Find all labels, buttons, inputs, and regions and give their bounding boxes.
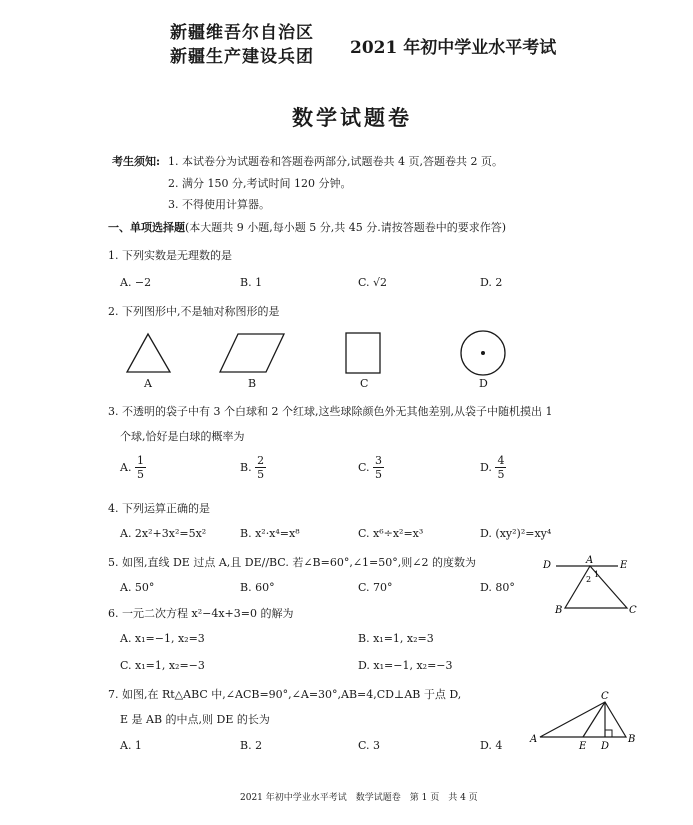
q2-label-a: A — [144, 377, 152, 390]
q2-stem: 2. 下列图形中,不是轴对称图形的是 — [108, 305, 280, 318]
q7-option-b: B. 2 — [240, 739, 263, 752]
notice-item-3: 3. 不得使用计算器。 — [168, 198, 270, 211]
q5-option-a: A. 50° — [120, 581, 155, 594]
q3-stem-line1: 3. 不透明的袋子中有 3 个白球和 2 个红球,这些球除颜色外无其他差别,从袋子中随机摸出 1 — [108, 405, 553, 418]
page-footer: 2021 年初中学业水平考试 数学试题卷 第 1 页 共 4 页 — [240, 793, 478, 803]
fraction-denominator: 5 — [375, 468, 383, 481]
q5-option-d: D. 80° — [480, 581, 515, 594]
label-angle-2: 2 — [586, 575, 592, 584]
label-c: C — [601, 691, 609, 702]
fraction-denominator: 5 — [497, 468, 505, 481]
label-a: A — [586, 555, 594, 566]
region-name-1: 新疆维吾尔自治区 — [170, 23, 314, 43]
triangle-abc — [540, 702, 626, 737]
notice-label: 考生须知: — [112, 155, 161, 168]
fraction-numerator: 2 — [257, 454, 265, 467]
q4-option-a: A. 2x²+3x²=5x² — [120, 527, 207, 540]
notice-item-1: 1. 本试卷分为试题卷和答题卷两部分,试题卷共 4 页,答题卷共 2 页。 — [168, 155, 503, 168]
q6-option-a: A. x₁=−1, x₂=3 — [120, 632, 205, 645]
q3-stem-line2: 个球,恰好是白球的概率为 — [120, 430, 245, 443]
fraction-numerator: 4 — [497, 454, 505, 467]
q5-option-c: C. 70° — [358, 581, 393, 594]
q7-option-d: D. 4 — [480, 739, 503, 752]
q1-option-a: A. −2 — [120, 276, 152, 289]
q6-option-b: B. x₁=1, x₂=3 — [358, 632, 434, 645]
q7-stem-line1: 7. 如图,在 Rt△ABC 中,∠ACB=90°,∠A=30°,AB=4,CD⊥AB 于点 D, — [108, 688, 462, 701]
page-title: 数学试题卷 — [292, 105, 412, 130]
q6-option-c: C. x₁=1, x₂=−3 — [120, 659, 205, 672]
label-d: D — [601, 741, 610, 752]
exam-title: 2021 年初中学业水平考试 — [350, 38, 557, 58]
fraction-denominator: 5 — [136, 468, 144, 481]
label-a: A — [530, 734, 538, 745]
q6-stem: 6. 一元二次方程 x²−4x+3=0 的解为 — [108, 607, 294, 620]
section-title: 一、单项选择题 — [108, 221, 185, 234]
right-angle-mark — [605, 730, 612, 737]
section-desc: (本大题共 9 小题,每小题 5 分,共 45 分.请按答题卷中的要求作答) — [185, 221, 507, 234]
q3-option-c-prefix: C. — [358, 461, 370, 474]
q7-option-c: C. 3 — [358, 739, 381, 752]
q3-option-a-prefix: A. — [120, 461, 132, 474]
q6-option-d: D. x₁=−1, x₂=−3 — [358, 659, 453, 672]
q4-option-d: D. (xy²)²=xy⁴ — [480, 527, 552, 540]
fraction-denominator: 5 — [257, 468, 265, 481]
q1-option-c-prefix: C. — [358, 276, 374, 289]
q5-option-b: B. 60° — [240, 581, 275, 594]
q2-label-d: D — [479, 377, 488, 390]
fraction-numerator: 3 — [375, 454, 383, 467]
q1-option-d: D. 2 — [480, 276, 503, 289]
q7-stem-line2: E 是 AB 的中点,则 DE 的长为 — [120, 713, 270, 726]
q2-label-b: B — [248, 377, 257, 390]
q2-label-c: C — [360, 377, 369, 390]
q1-stem: 1. 下列实数是无理数的是 — [108, 249, 232, 262]
q4-option-b: B. x²·x⁴=x⁸ — [240, 527, 300, 540]
q5-stem: 5. 如图,直线 DE 过点 A,且 DE//BC. 若∠B=60°,∠1=50°,则∠2 的度数为 — [108, 556, 476, 569]
label-e: E — [620, 560, 628, 571]
label-b: B — [628, 734, 636, 745]
label-c: C — [629, 605, 637, 616]
q1-option-b: B. 1 — [240, 276, 263, 289]
q1-option-c-value: √2 — [373, 276, 388, 289]
label-b: B — [555, 605, 563, 616]
q4-stem: 4. 下列运算正确的是 — [108, 502, 210, 515]
q4-option-c: C. x⁶÷x²=x³ — [358, 527, 424, 540]
q3-option-b-prefix: B. — [240, 461, 252, 474]
q3-option-d-prefix: D. — [480, 461, 492, 474]
label-e: E — [579, 741, 587, 752]
label-d: D — [543, 560, 552, 571]
notice-item-2: 2. 满分 150 分,考试时间 120 分钟。 — [168, 177, 352, 190]
region-name-2: 新疆生产建设兵团 — [170, 47, 314, 67]
label-angle-1: 1 — [594, 570, 600, 579]
fraction-numerator: 1 — [136, 454, 144, 467]
q7-option-a: A. 1 — [120, 739, 142, 752]
